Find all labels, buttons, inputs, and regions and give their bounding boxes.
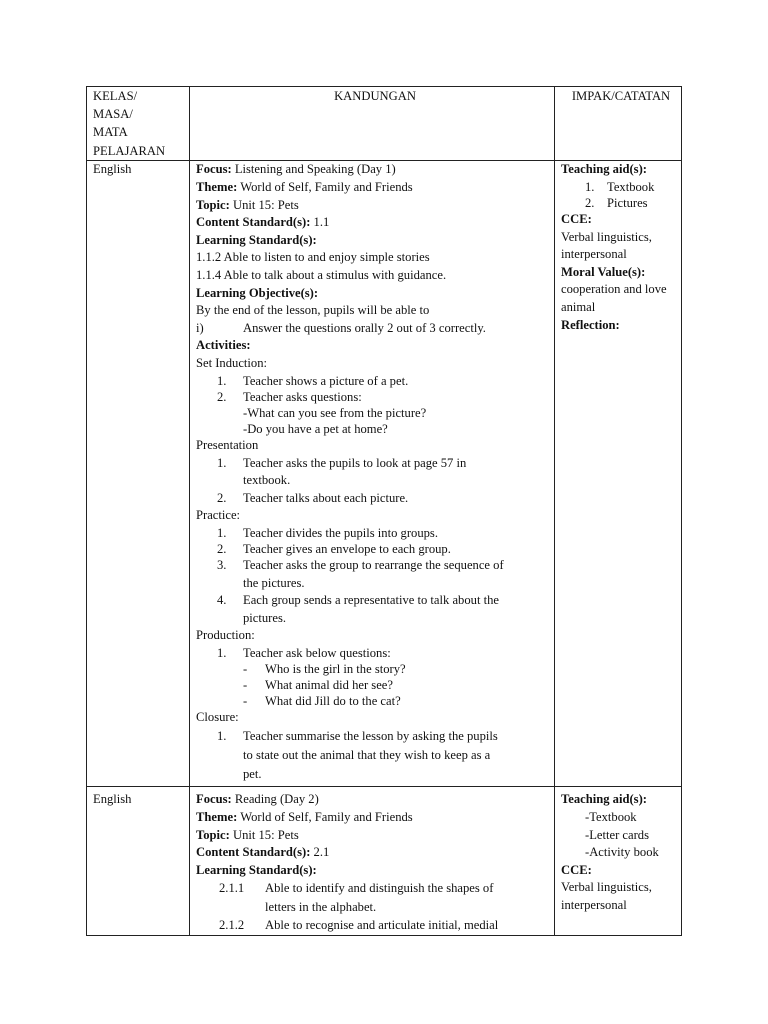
header-line: KELAS/ [93,89,138,103]
list-item: 1. Teacher ask below questions: [217,646,391,661]
stage-label: Closure: [196,710,239,725]
list-item: 1. Teacher divides the pupils into groups. [217,526,438,541]
list-item: 2. Pictures [585,195,648,210]
header-line: MASA/ [93,106,133,121]
learning-standard: 1.1.4 Able to talk about a stimulus with guidance. [196,267,447,282]
question-item: - Who is the girl in the story? [243,662,406,677]
objective-item: i) Answer the questions orally 2 out of 3 correctly. [196,320,486,335]
list-item: 1. Teacher summarise the lesson by asking the pupils [217,728,498,743]
table-header-row [87,87,682,161]
stage-label: Presentation [196,438,259,453]
question-item: - What did Jill do to the cat? [243,694,401,709]
list-item: 2. Teacher gives an envelope to each group. [217,542,451,557]
header-impact-notes: IMPAK/CATATAN [555,87,682,161]
learning-standard: 1.1.2 Able to listen to and enjoy simple stories [196,250,430,265]
content-cell: Focus: Listening and Speaking (Day 1) Theme: World of Self, Family and Friends Topic: Unit 15: Pets Content Standard(s): 1.1 Learning Standard(s): 1.1.2 Able to listen to and enjoy simple stories 1.1.4 Able to talk about a stimulus with guidance. Learning Objective(s): By the end of the lesson, pupils will be able to i) Answer the questions orally 2 out of 3 correctly. Activities: Set Induction: 1. Teacher shows a picture of a pet. 2. Teacher asks questions: -What can you see from the picture? -Do you have a pet at home? Presentation 1. Teacher asks the pupils to look at page 57 in textbook. 2. Teacher talks about each picture. Practice: 1. Teacher divides the pupils into groups. 2. Teacher gives an envelope to each group. 3. Teacher asks the group to rearrange the sequence of the pictures. 4. Each group sends a representative to talk about the pictures. Production: 1. Teacher ask below questions: - Who is the girl in the story? - What animal did her see? - What did Jill do to the cat? Closure: 1. Teacher summarise the lesson by asking the pupils to state out the animal that they wish to keep as a pet. [190,161,555,787]
learning-standard: 2.1.1 Able to identify and distinguish the shapes of [219,881,494,896]
lesson-row-day-1 [87,161,682,787]
list-item: 1. Teacher shows a picture of a pet. [217,373,409,388]
lesson-plan-table [86,86,682,936]
header-line: PELAJARAN [93,143,166,158]
subject-cell: English [87,787,190,935]
list-item: 4. Each group sends a representative to talk about the [217,593,499,608]
content-cell: Focus: Reading (Day 2) Theme: World of Self, Family and Friends Topic: Unit 15: Pets Content Standard(s): 2.1 Learning Standard(s): 2.1.1 Able to identify and distinguish the shapes of letters in the alphabet. 2.1.2 Able to recognise and articulate initial, medial [190,787,555,935]
notes-cell: Teaching aid(s): 1. Textbook 2. Pictures CCE: Verbal linguistics, interpersonal Moral Value(s): cooperation and love animal Reflection: [555,161,682,787]
notes-cell: Teaching aid(s): -Textbook -Letter cards -Activity book CCE: Verbal linguistics, interpersonal [555,787,682,935]
list-item: 3. Teacher asks the group to rearrange the sequence of [217,558,504,573]
header-content: KANDUNGAN [190,87,555,161]
question-item: - What animal did her see? [243,678,393,693]
stage-label: Production: [196,628,255,643]
header-class-time-subject [87,87,190,161]
stage-label: Set Induction: [196,355,268,370]
list-item: 1. Textbook [585,179,655,194]
learning-standard: 2.1.2 Able to recognise and articulate initial, medial [219,918,499,933]
list-item: 2. Teacher asks questions: [217,390,362,405]
subject-cell: English [87,161,190,787]
list-item: -Activity book [585,845,659,860]
header-line: MATA [93,125,128,140]
list-item: -Textbook [585,809,637,824]
list-item: -Letter cards [585,827,649,842]
stage-label: Practice: [196,508,241,523]
lesson-row-day-2 [87,787,682,935]
list-item: 2. Teacher talks about each picture. [217,490,409,505]
list-item: 1. Teacher asks the pupils to look at page 57 in [217,455,467,470]
